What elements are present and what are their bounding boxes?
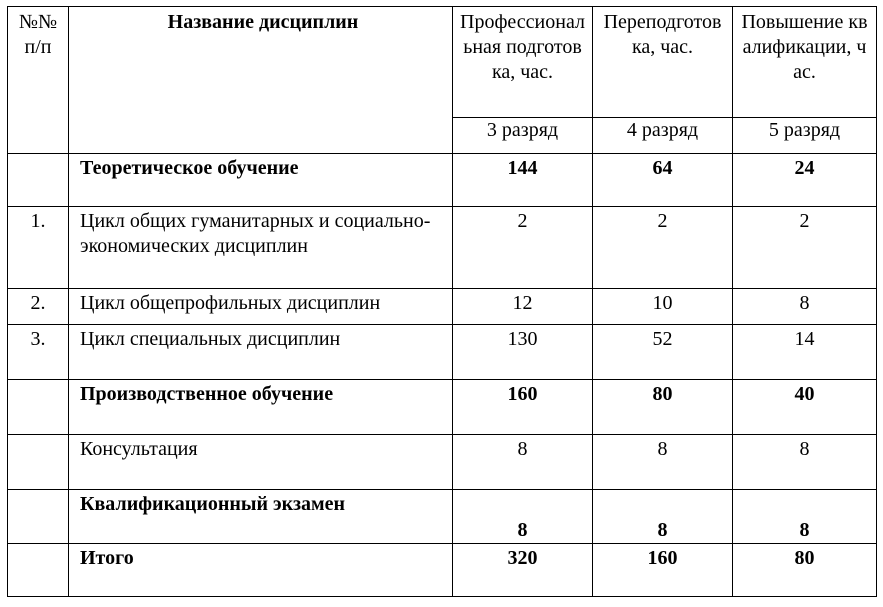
row-value-2: 10 bbox=[593, 289, 733, 325]
row-value-1: 160 bbox=[453, 380, 593, 435]
row-value-2: 80 bbox=[593, 380, 733, 435]
row-value-3: 2 bbox=[733, 207, 877, 289]
table-row bbox=[8, 544, 877, 597]
row-num bbox=[8, 490, 69, 544]
row-value-3: 40 bbox=[733, 380, 877, 435]
row-value-2: 64 bbox=[593, 154, 733, 207]
row-value-1: 130 bbox=[453, 325, 593, 380]
row-num bbox=[8, 544, 69, 597]
row-num bbox=[8, 154, 69, 207]
table-row bbox=[8, 325, 877, 380]
row-value-3: 14 bbox=[733, 325, 877, 380]
row-value-3: 80 bbox=[733, 544, 877, 597]
row-name: Цикл общих гуманитарных и социально-экономических дисциплин bbox=[69, 207, 453, 289]
row-value-2: 8 bbox=[593, 435, 733, 490]
row-name: Итого bbox=[69, 544, 453, 597]
table-row bbox=[8, 289, 877, 325]
header-col2: Переподготовка, час. bbox=[593, 7, 733, 118]
header-col1: Профессиональная подготовка, час. bbox=[453, 7, 593, 118]
row-name: Теоретическое обучение bbox=[69, 154, 453, 207]
row-value-1: 8 bbox=[453, 435, 593, 490]
row-value-3: 8 bbox=[733, 289, 877, 325]
row-value-1: 2 bbox=[453, 207, 593, 289]
row-num bbox=[8, 380, 69, 435]
row-value-1: 320 bbox=[453, 544, 593, 597]
row-value-2: 2 bbox=[593, 207, 733, 289]
row-value-2: 8 bbox=[593, 490, 733, 544]
row-value-3: 24 bbox=[733, 154, 877, 207]
header-col3: Повышение квалификации, час. bbox=[733, 7, 877, 118]
row-name: Квалификационный экзамен bbox=[69, 490, 453, 544]
row-value-3: 8 bbox=[733, 490, 877, 544]
row-value-1: 8 bbox=[453, 490, 593, 544]
row-value-2: 52 bbox=[593, 325, 733, 380]
row-value-1: 144 bbox=[453, 154, 593, 207]
row-num bbox=[8, 435, 69, 490]
row-value-1: 12 bbox=[453, 289, 593, 325]
row-name: Цикл общепрофильных дисциплин bbox=[69, 289, 453, 325]
table-row bbox=[8, 154, 877, 207]
row-num: 3. bbox=[8, 325, 69, 380]
table-row bbox=[8, 490, 877, 544]
row-value-3: 8 bbox=[733, 435, 877, 490]
table-row bbox=[8, 435, 877, 490]
row-name: Цикл специальных дисциплин bbox=[69, 325, 453, 380]
table-row bbox=[8, 380, 877, 435]
row-name: Производственное обучение bbox=[69, 380, 453, 435]
header-num: №№ п/п bbox=[8, 7, 69, 154]
disciplines-table bbox=[7, 6, 877, 597]
grade-col2: 4 разряд bbox=[593, 118, 733, 154]
row-num: 2. bbox=[8, 289, 69, 325]
header-name: Название дисциплин bbox=[69, 7, 453, 154]
row-value-2: 160 bbox=[593, 544, 733, 597]
grade-col1: 3 разряд bbox=[453, 118, 593, 154]
row-name: Консультация bbox=[69, 435, 453, 490]
row-num: 1. bbox=[8, 207, 69, 289]
header-row bbox=[8, 7, 877, 118]
table-row bbox=[8, 207, 877, 289]
grade-col3: 5 разряд bbox=[733, 118, 877, 154]
